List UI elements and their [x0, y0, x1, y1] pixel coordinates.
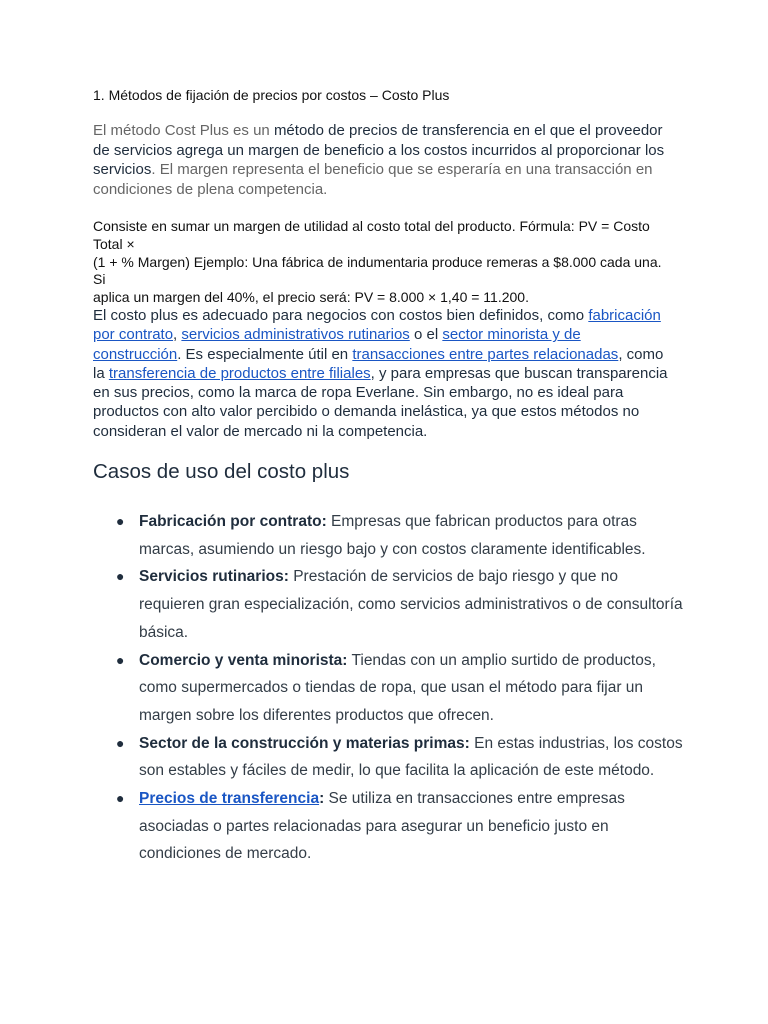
case-text: Se utiliza en transacciones entre empresas asociadas o partes relacionadas para asegurar un beneficio justo en condiciones de mercado.: [139, 790, 625, 863]
link-precios-de-transferencia[interactable]: [139, 790, 319, 807]
case-item: [93, 785, 683, 868]
para-text: El costo plus es adecuado para negocios con costos bien definidos, como: [93, 307, 589, 324]
link-sector-minorista[interactable]: sector minorista y de construcción: [93, 326, 581, 363]
para-text: o el: [409, 326, 443, 344]
formula-line: (1 + % Margen) Ejemplo: Una fábrica de indumentaria produce remeras a $8.000 cada una.: [93, 253, 662, 270]
cases-list: [93, 508, 683, 868]
intro-text-2: método de precios de transferencia en el que el proveedor de servicios agrega un margen de beneficio a los costos incurridos al proporcionar los servicios: [93, 122, 665, 178]
intro-text-1: El método Cost Plus es un: [93, 122, 274, 139]
para-text: , como la: [93, 345, 664, 382]
case-title: Comercio y venta minorista:: [139, 651, 348, 669]
formula-line: Consiste en sumar un margen de utilidad al costo total del producto. Fórmula: PV = Costo: [93, 218, 650, 234]
intro-paragraph: [93, 121, 668, 199]
case-text: En estas industrias, los costos son estables y fáciles de medir, lo que facilita la aplicación de este método.: [139, 734, 683, 780]
para-text: , y para empresas que buscan transparencia en sus precios, como la marca de ropa Everlane. Sin embargo, no es ideal para productos con alto valor percibido o demanda inelástica, ya que estos métodos no consideran el valor de mercado ni la competencia.: [93, 364, 668, 440]
case-text: Tiendas con un amplio surtido de productos, como supermercados o tiendas de ropa, que usan el método para fijar un margen sobre los diferentes productos que ofrecen.: [139, 651, 656, 724]
bullet-icon: ●: [116, 651, 125, 668]
case-title: Fabricación por contrato:: [139, 513, 327, 530]
formula-block: [93, 218, 683, 307]
bullet-icon: ●: [116, 734, 125, 751]
case-item: [93, 647, 683, 730]
case-item: [93, 730, 683, 785]
case-title-colon: :: [319, 790, 325, 808]
link-servicios-administrativos[interactable]: servicios administrativos rutinarios: [181, 326, 410, 344]
para-text: ,: [173, 326, 182, 344]
link-transacciones-partes[interactable]: transacciones entre partes relacionadas: [352, 345, 619, 363]
case-item: [93, 563, 683, 646]
formula-line: Si: [93, 271, 106, 288]
case-title: Sector de la construcción y materias primas:: [139, 734, 470, 752]
formula-line: aplica un margen del 40%, el precio será: PV = 8.000 × 1,40 = 11.200.: [93, 289, 529, 306]
intro-text-3: . El margen representa el beneficio que se esperaría en una transacción en condiciones de plena competencia.: [93, 161, 653, 198]
case-title: Precios de transferencia: [139, 790, 320, 808]
case-item: [93, 508, 683, 563]
link-transferencia-filiales[interactable]: transferencia de productos entre filiales: [108, 364, 371, 382]
formula-line: Total ×: [93, 235, 135, 252]
cases-heading: Casos de uso del costo plus: [93, 460, 350, 483]
case-text: Empresas que fabrican productos para otras marcas, asumiendo un riesgo bajo y con costos claramente identificables.: [139, 513, 646, 558]
bullet-icon: ●: [116, 513, 125, 529]
para-text: . Es especialmente útil en: [177, 345, 353, 363]
link-fabricacion-por-contrato[interactable]: fabricación por contrato: [93, 307, 661, 344]
section-heading: 1. Métodos de fijación de precios por costos – Costo Plus: [93, 87, 450, 103]
bullet-icon: ●: [116, 568, 125, 585]
case-text: Prestación de servicios de bajo riesgo y que no requieren gran especialización, como servicios administrativos o de consultoría básica.: [139, 568, 683, 641]
case-title: Servicios rutinarios:: [139, 568, 289, 586]
usage-paragraph: [93, 306, 668, 441]
bullet-icon: ●: [116, 790, 125, 807]
